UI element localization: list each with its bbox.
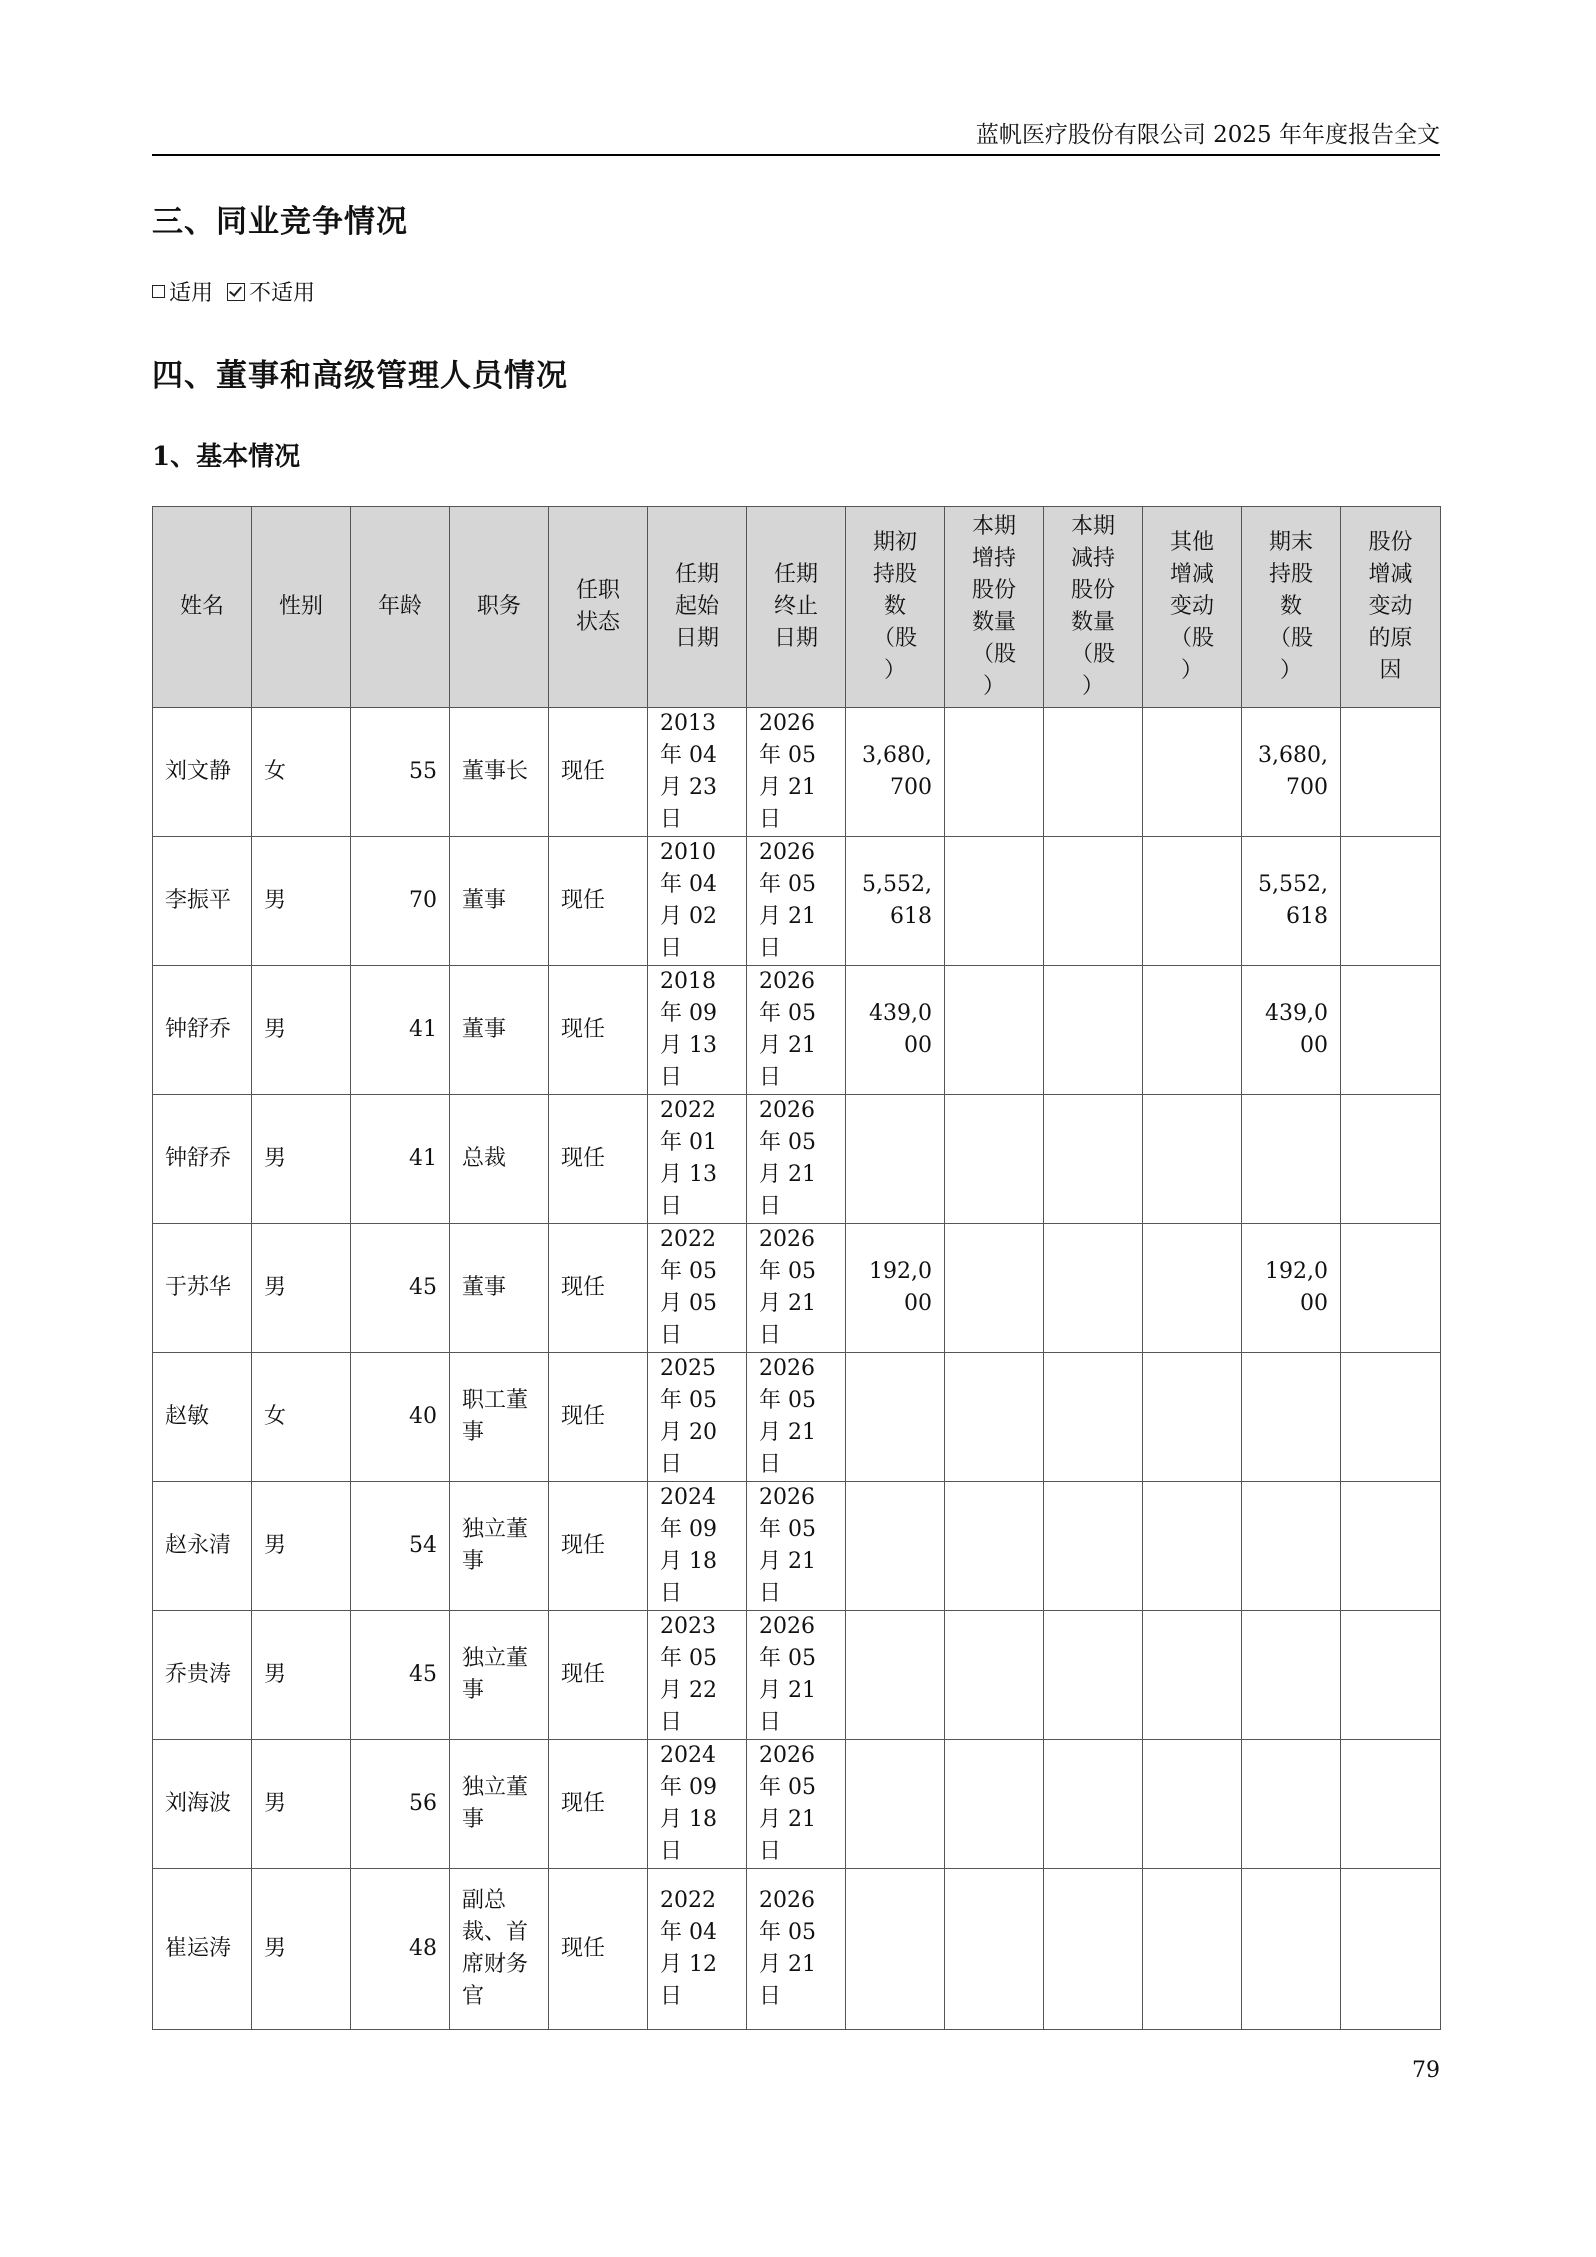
- cell-gender: [252, 1095, 351, 1224]
- cell-end: [747, 1611, 846, 1740]
- cell-end: [747, 1095, 846, 1224]
- cell-value: 439,000: [869, 1001, 932, 1058]
- cell-name: [153, 1224, 252, 1353]
- cell-value: 70: [409, 888, 437, 913]
- cell-name: [153, 1482, 252, 1611]
- column-header-increase: 本期 增持 股份 数量 （股 ）: [945, 507, 1044, 708]
- cell-other: [1143, 1482, 1242, 1611]
- cell-shares-end: [1242, 708, 1341, 837]
- table-row: [153, 966, 1441, 1095]
- cell-position: [450, 1482, 549, 1611]
- cell-position: [450, 1353, 549, 1482]
- cell-value: 2018 年 09 月 13 日: [660, 969, 717, 1090]
- cell-age: [351, 1224, 450, 1353]
- cell-value: 男: [264, 1146, 287, 1171]
- cell-name: [153, 1095, 252, 1224]
- cell-end: [747, 966, 846, 1095]
- cell-increase: [945, 1740, 1044, 1869]
- table-row: [153, 1224, 1441, 1353]
- cell-value: 2022 年 01 月 13 日: [660, 1098, 717, 1219]
- cell-value: 56: [409, 1791, 437, 1816]
- cell-start: [648, 1740, 747, 1869]
- cell-value: 439,000: [1265, 1001, 1328, 1058]
- cell-gender: [252, 1611, 351, 1740]
- cell-status: [549, 1224, 648, 1353]
- column-header-gender: 性别: [252, 507, 351, 708]
- cell-value: 董事: [462, 1017, 507, 1042]
- cell-name: [153, 1611, 252, 1740]
- cell-value: 男: [264, 1533, 287, 1558]
- cell-start: [648, 1353, 747, 1482]
- cell-value: 2026 年 05 月 21 日: [759, 1227, 816, 1348]
- cell-value: 董事: [462, 888, 507, 913]
- cell-value: 钟舒乔: [165, 1146, 232, 1171]
- directors-table: [152, 506, 1441, 2030]
- cell-value: 独立董事: [462, 1775, 529, 1832]
- cell-end: [747, 708, 846, 837]
- table-row: [153, 1482, 1441, 1611]
- report-title: 蓝帆医疗股份有限公司 2025 年年度报告全文: [975, 122, 1440, 148]
- cell-shares-end: [1242, 1611, 1341, 1740]
- cell-shares-begin: [846, 1353, 945, 1482]
- cell-value: 男: [264, 1662, 287, 1687]
- cell-decrease: [1044, 1353, 1143, 1482]
- cell-value: 现任: [561, 1146, 606, 1171]
- cell-value: 现任: [561, 888, 606, 913]
- cell-value: 现任: [561, 1533, 606, 1558]
- cell-value: 2026 年 05 月 21 日: [759, 1356, 816, 1477]
- cell-increase: [945, 837, 1044, 966]
- cell-reason: [1341, 966, 1441, 1095]
- cell-shares-begin: [846, 1740, 945, 1869]
- column-header-shares_end: 期末 持股 数 （股 ）: [1242, 507, 1341, 708]
- column-header-decrease: 本期 减持 股份 数量 （股 ）: [1044, 507, 1143, 708]
- cell-start: [648, 966, 747, 1095]
- cell-value: 现任: [561, 759, 606, 784]
- cell-value: 现任: [561, 1936, 606, 1961]
- cell-gender: [252, 837, 351, 966]
- column-header-age: 年龄: [351, 507, 450, 708]
- cell-value: 现任: [561, 1275, 606, 1300]
- cell-shares-begin: [846, 837, 945, 966]
- cell-gender: [252, 708, 351, 837]
- cell-shares-begin: [846, 1869, 945, 2030]
- cell-value: 男: [264, 1791, 287, 1816]
- cell-status: [549, 966, 648, 1095]
- cell-shares-begin: [846, 1611, 945, 1740]
- cell-increase: [945, 1224, 1044, 1353]
- cell-reason: [1341, 1095, 1441, 1224]
- cell-value: 5,552,618: [1258, 872, 1328, 929]
- cell-position: [450, 1740, 549, 1869]
- section-title-competition: 三、同业竞争情况: [152, 204, 408, 240]
- cell-name: [153, 1353, 252, 1482]
- cell-gender: [252, 1869, 351, 2030]
- cell-start: [648, 708, 747, 837]
- cell-value: 2026 年 05 月 21 日: [759, 1485, 816, 1606]
- cell-value: 3,680,700: [1258, 743, 1328, 800]
- table-row: [153, 1740, 1441, 1869]
- cell-decrease: [1044, 1740, 1143, 1869]
- cell-start: [648, 1869, 747, 2030]
- cell-shares-end: [1242, 1353, 1341, 1482]
- column-header-other: 其他 增减 变动 （股 ）: [1143, 507, 1242, 708]
- cell-increase: [945, 1095, 1044, 1224]
- cell-name: [153, 966, 252, 1095]
- cell-value: 192,000: [1265, 1259, 1328, 1316]
- cell-value: 2022 年 04 月 12 日: [660, 1888, 717, 2009]
- cell-value: 5,552,618: [862, 872, 932, 929]
- cell-value: 现任: [561, 1404, 606, 1429]
- cell-other: [1143, 1869, 1242, 2030]
- cell-value: 独立董事: [462, 1646, 529, 1703]
- cell-decrease: [1044, 1611, 1143, 1740]
- column-header-name: 姓名: [153, 507, 252, 708]
- cell-value: 副总裁、首席财务官: [462, 1888, 529, 2009]
- column-header-start: 任期 起始 日期: [648, 507, 747, 708]
- cell-value: 男: [264, 1936, 287, 1961]
- table-row: [153, 1869, 1441, 2030]
- cell-increase: [945, 966, 1044, 1095]
- table-row: [153, 837, 1441, 966]
- cell-start: [648, 1611, 747, 1740]
- cell-value: 女: [264, 1404, 287, 1429]
- cell-age: [351, 1353, 450, 1482]
- cell-position: [450, 1095, 549, 1224]
- cell-position: [450, 837, 549, 966]
- cell-gender: [252, 1482, 351, 1611]
- cell-value: 2026 年 05 月 21 日: [759, 711, 816, 832]
- cell-decrease: [1044, 966, 1143, 1095]
- cell-start: [648, 1095, 747, 1224]
- table-body: [153, 708, 1441, 2030]
- cell-value: 男: [264, 1275, 287, 1300]
- cell-value: 2026 年 05 月 21 日: [759, 969, 816, 1090]
- subsection-title-basic-info: 1、基本情况: [152, 442, 301, 472]
- cell-reason: [1341, 708, 1441, 837]
- table-row: [153, 1611, 1441, 1740]
- cell-status: [549, 1353, 648, 1482]
- cell-other: [1143, 1740, 1242, 1869]
- cell-value: 45: [409, 1662, 437, 1687]
- cell-other: [1143, 1611, 1242, 1740]
- cell-decrease: [1044, 1482, 1143, 1611]
- page-header: [152, 108, 1440, 156]
- cell-value: 2026 年 05 月 21 日: [759, 1098, 816, 1219]
- cell-start: [648, 837, 747, 966]
- cell-start: [648, 1482, 747, 1611]
- cell-shares-end: [1242, 1740, 1341, 1869]
- cell-age: [351, 837, 450, 966]
- cell-status: [549, 1611, 648, 1740]
- cell-status: [549, 708, 648, 837]
- cell-increase: [945, 1611, 1044, 1740]
- cell-value: 2026 年 05 月 21 日: [759, 1614, 816, 1735]
- cell-value: 崔运涛: [165, 1936, 232, 1961]
- cell-shares-begin: [846, 708, 945, 837]
- cell-end: [747, 1353, 846, 1482]
- cell-value: 独立董事: [462, 1517, 529, 1574]
- cell-decrease: [1044, 708, 1143, 837]
- cell-name: [153, 1740, 252, 1869]
- cell-gender: [252, 1353, 351, 1482]
- cell-end: [747, 1482, 846, 1611]
- cell-value: 2013 年 04 月 23 日: [660, 711, 717, 832]
- column-header-position: 职务: [450, 507, 549, 708]
- cell-name: [153, 1869, 252, 2030]
- cell-position: [450, 966, 549, 1095]
- cell-shares-begin: [846, 1224, 945, 1353]
- not-applicable-checked-checkbox-icon: [227, 283, 245, 301]
- cell-name: [153, 837, 252, 966]
- cell-decrease: [1044, 1869, 1143, 2030]
- cell-position: [450, 1611, 549, 1740]
- cell-value: 董事: [462, 1275, 507, 1300]
- cell-other: [1143, 966, 1242, 1095]
- cell-value: 李振平: [165, 888, 232, 913]
- cell-value: 现任: [561, 1017, 606, 1042]
- cell-position: [450, 1224, 549, 1353]
- cell-age: [351, 1482, 450, 1611]
- cell-value: 2022 年 05 月 05 日: [660, 1227, 717, 1348]
- cell-start: [648, 1224, 747, 1353]
- table-row: [153, 708, 1441, 837]
- cell-value: 2023 年 05 月 22 日: [660, 1614, 717, 1735]
- cell-shares-end: [1242, 1482, 1341, 1611]
- cell-value: 192,000: [869, 1259, 932, 1316]
- cell-end: [747, 1224, 846, 1353]
- section-title-directors: 四、董事和高级管理人员情况: [152, 358, 568, 394]
- cell-gender: [252, 1740, 351, 1869]
- cell-reason: [1341, 1353, 1441, 1482]
- cell-value: 刘文静: [165, 759, 232, 784]
- cell-position: [450, 708, 549, 837]
- cell-increase: [945, 1353, 1044, 1482]
- cell-value: 2024 年 09 月 18 日: [660, 1485, 717, 1606]
- cell-other: [1143, 1095, 1242, 1224]
- cell-other: [1143, 1353, 1242, 1482]
- cell-value: 职工董事: [462, 1388, 529, 1445]
- cell-shares-end: [1242, 1869, 1341, 2030]
- cell-status: [549, 1482, 648, 1611]
- page-number: 79: [1412, 2058, 1440, 2083]
- cell-status: [549, 837, 648, 966]
- cell-value: 男: [264, 1017, 287, 1042]
- cell-shares-end: [1242, 966, 1341, 1095]
- cell-position: [450, 1869, 549, 2030]
- table-header-row: [153, 507, 1441, 708]
- cell-reason: [1341, 1482, 1441, 1611]
- cell-age: [351, 1095, 450, 1224]
- cell-value: 41: [409, 1146, 437, 1171]
- cell-name: [153, 708, 252, 837]
- cell-value: 3,680,700: [862, 743, 932, 800]
- applicable-label: 适用: [169, 281, 214, 306]
- cell-value: 55: [409, 759, 437, 784]
- applicable-checkbox-icon: [152, 285, 165, 298]
- cell-value: 2026 年 05 月 21 日: [759, 1743, 816, 1864]
- cell-status: [549, 1095, 648, 1224]
- cell-value: 2025 年 05 月 20 日: [660, 1356, 717, 1477]
- cell-end: [747, 837, 846, 966]
- cell-shares-end: [1242, 1095, 1341, 1224]
- cell-value: 54: [409, 1533, 437, 1558]
- applicability-options: [152, 276, 315, 307]
- cell-decrease: [1044, 1224, 1143, 1353]
- cell-shares-begin: [846, 966, 945, 1095]
- cell-shares-begin: [846, 1482, 945, 1611]
- cell-value: 2024 年 09 月 18 日: [660, 1743, 717, 1864]
- cell-value: 现任: [561, 1791, 606, 1816]
- cell-value: 赵永清: [165, 1533, 232, 1558]
- cell-value: 41: [409, 1017, 437, 1042]
- cell-end: [747, 1869, 846, 2030]
- column-header-status: 任职 状态: [549, 507, 648, 708]
- not-applicable-label: 不适用: [249, 281, 316, 306]
- column-header-end: 任期 终止 日期: [747, 507, 846, 708]
- cell-decrease: [1044, 1095, 1143, 1224]
- cell-age: [351, 966, 450, 1095]
- cell-age: [351, 1611, 450, 1740]
- cell-value: 2010 年 04 月 02 日: [660, 840, 717, 961]
- cell-value: 2026 年 05 月 21 日: [759, 840, 816, 961]
- table-row: [153, 1353, 1441, 1482]
- cell-increase: [945, 1869, 1044, 2030]
- cell-gender: [252, 966, 351, 1095]
- cell-value: 男: [264, 888, 287, 913]
- cell-reason: [1341, 1740, 1441, 1869]
- cell-value: 48: [409, 1936, 437, 1961]
- cell-value: 40: [409, 1404, 437, 1429]
- cell-value: 赵敏: [165, 1404, 210, 1429]
- cell-status: [549, 1869, 648, 2030]
- cell-end: [747, 1740, 846, 1869]
- cell-age: [351, 1740, 450, 1869]
- column-header-reason: 股份 增减 变动 的原 因: [1341, 507, 1441, 708]
- cell-age: [351, 1869, 450, 2030]
- cell-increase: [945, 708, 1044, 837]
- cell-value: 45: [409, 1275, 437, 1300]
- cell-reason: [1341, 1869, 1441, 2030]
- cell-value: 总裁: [462, 1146, 507, 1171]
- cell-reason: [1341, 1611, 1441, 1740]
- cell-reason: [1341, 837, 1441, 966]
- cell-gender: [252, 1224, 351, 1353]
- cell-value: 现任: [561, 1662, 606, 1687]
- cell-increase: [945, 1482, 1044, 1611]
- cell-shares-begin: [846, 1095, 945, 1224]
- cell-value: 于苏华: [165, 1275, 232, 1300]
- cell-reason: [1341, 1224, 1441, 1353]
- cell-value: 董事长: [462, 759, 529, 784]
- cell-decrease: [1044, 837, 1143, 966]
- cell-value: 钟舒乔: [165, 1017, 232, 1042]
- cell-other: [1143, 1224, 1242, 1353]
- cell-other: [1143, 708, 1242, 837]
- cell-value: 女: [264, 759, 287, 784]
- cell-shares-end: [1242, 837, 1341, 966]
- cell-other: [1143, 837, 1242, 966]
- cell-status: [549, 1740, 648, 1869]
- cell-age: [351, 708, 450, 837]
- table-row: [153, 1095, 1441, 1224]
- cell-value: 乔贵涛: [165, 1662, 232, 1687]
- cell-value: 刘海波: [165, 1791, 232, 1816]
- cell-value: 2026 年 05 月 21 日: [759, 1888, 816, 2009]
- cell-shares-end: [1242, 1224, 1341, 1353]
- column-header-shares_begin: 期初 持股 数 （股 ）: [846, 507, 945, 708]
